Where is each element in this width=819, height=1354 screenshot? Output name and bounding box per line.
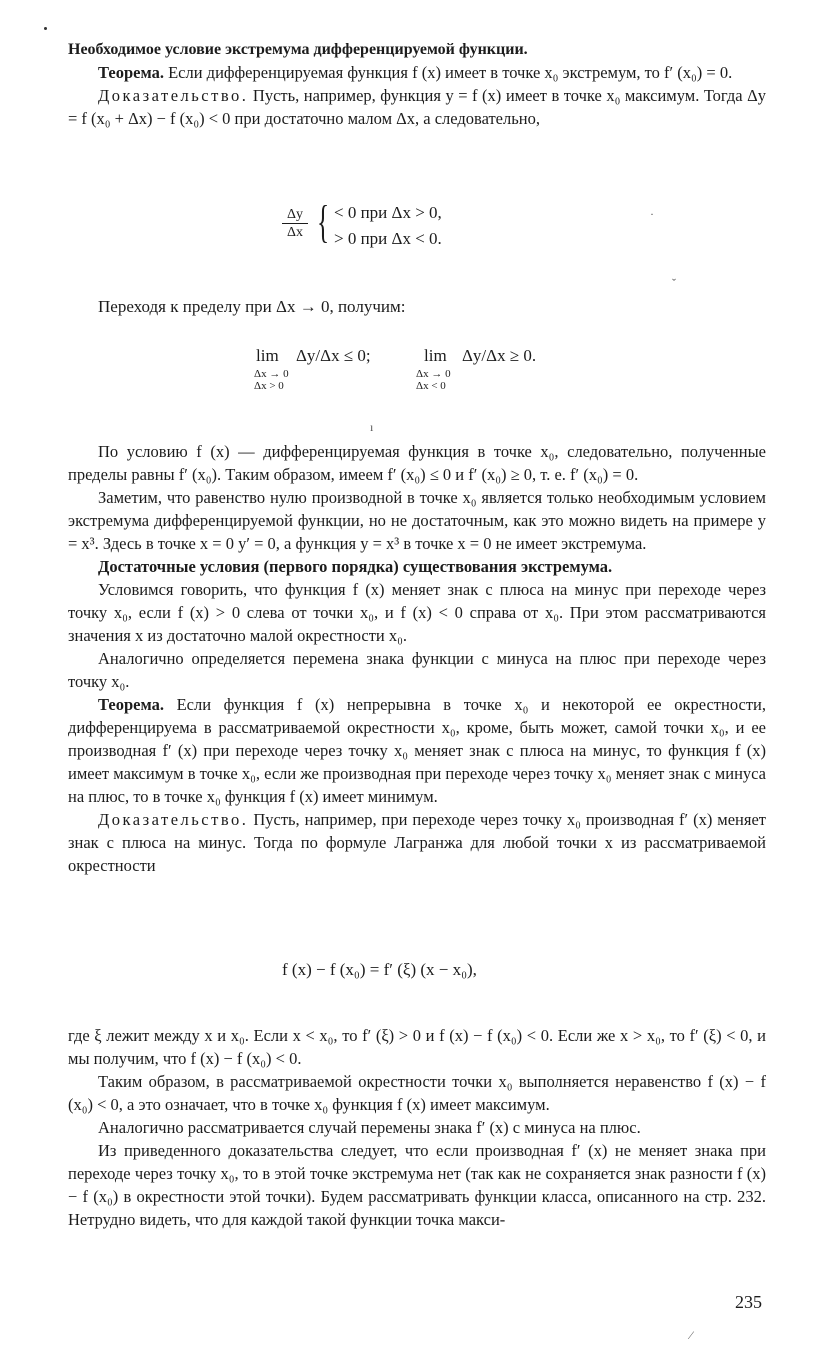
proof-1-label: Доказательство.: [98, 86, 249, 105]
right-limit-sub-approach: Δx → 0: [416, 368, 451, 380]
theorem-2-text: Если функция f (x) непрерывна в точке x₀ и некоторой ее окрестности, дифференцируема в рассматриваемой окрестности x₀, кроме, быть может, самой точки x₀, и ее производная f′ (x) при переходе через точку x₀ меняет знак с плюса на минус, то функция f (x) имеет максимум в точке x₀, если же производная при переходе через точку x₀ меняет знак с минуса на плюс, то в точке x₀ функция f (x) имеет минимум.: [68, 695, 766, 806]
ratio-case-negative: > 0 при Δx < 0.: [334, 229, 442, 248]
limit-intro: Переходя к пределу при Δx → 0, получим:: [98, 297, 406, 316]
paragraph-similar-2: Аналогично рассматривается случай перемены знака f′ (x) с минуса на плюс.: [98, 1118, 641, 1137]
ratio-cases: [334, 200, 442, 252]
proof-1: [68, 84, 766, 130]
section-sufficient-condition: [68, 440, 766, 877]
heading-sufficient-conditions: Достаточные условия (первого порядка) существования экстремума.: [98, 557, 613, 576]
theorem-1-text: Если дифференцируемая функция f (x) имеет в точке x₀ экстремум, то f′ (x₀) = 0.: [163, 63, 733, 82]
section-necessary-condition: [68, 38, 766, 130]
ratio-numerator: Δy: [282, 206, 308, 224]
theorem-2: [68, 693, 766, 808]
right-limit-lim: lim: [424, 346, 447, 365]
proof-2-text: Пусть, например, при переходе через точку x₀ производная f′ (x) меняет знак с плюса на минус. Тогда по формуле Лагранжа для любой точки x из рассматриваемой окрестности: [68, 810, 766, 875]
left-limit-sub-approach: Δx → 0: [254, 368, 289, 380]
theorem-2-label: Теорема.: [98, 695, 164, 714]
margin-mark: ⁄: [690, 1328, 693, 1342]
paragraph-similar: Аналогично определяется перемена знака функции с минуса на плюс при переходе через точку x₀.: [68, 649, 766, 691]
left-limit-expression: Δy/Δx ≤ 0;: [296, 346, 371, 365]
page-number: 235: [735, 1292, 762, 1312]
section-proof-continued: [68, 1024, 766, 1231]
left-limit-lim: lim: [256, 346, 279, 365]
margin-mark: ·: [650, 207, 654, 221]
heading-necessary-condition: Необходимое условие экстремума дифференцируемой функции.: [68, 41, 528, 58]
ratio-fraction: [282, 206, 308, 241]
right-limit-expression: Δy/Δx ≥ 0.: [462, 346, 537, 365]
paragraph-agreement: Условимся говорить, что функция f (x) меняет знак с плюса на минус при переходе через точку x₀, если f (x) > 0 слева от точки x₀, и f (x) < 0 справа от x₀. При этом рассматриваются значения x из достаточно малой окрестности x₀.: [68, 580, 766, 645]
proof-2: [68, 808, 766, 877]
lagrange-formula: f (x) − f (x₀) = f′ (ξ) (x − x₀),: [282, 960, 477, 979]
paragraph-condition: По условию f (x) — дифференцируемая функция в точке x₀, следовательно, полученные пределы равны f′ (x₀). Таким образом, имеем f′ (x₀) ≤ 0 и f′ (x₀) ≥ 0, т. е. f′ (x₀) = 0.: [68, 442, 766, 484]
theorem-1-label: Теорема.: [98, 63, 164, 82]
curly-brace: {: [316, 196, 330, 247]
theorem-1: [68, 61, 766, 84]
paragraph-where: где ξ лежит между x и x₀. Если x < x₀, то f′ (ξ) > 0 и f (x) − f (x₀) < 0. Если же x > x₀, то f′ (ξ) < 0, и мы получим, что f (x) − f (x₀) < 0.: [68, 1026, 766, 1068]
margin-mark: ˇ: [672, 276, 676, 290]
proof-2-label: Доказательство.: [98, 810, 249, 829]
speck-mark: [44, 27, 47, 30]
paragraph-note: Заметим, что равенство нулю производной в точке x₀ является только необходимым условием экстремума дифференцируемой функции, но не достаточным, как это можно видеть на примере y = x³. Здесь в точке x = 0 y′ = 0, а функция y = x³ в точке x = 0 не имеет экстремума.: [68, 488, 766, 553]
proof-1-text: Пусть, например, функция y = f (x) имеет в точке x₀ максимум. Тогда Δy = f (x₀ + Δx) − f (x₀) < 0 при достаточно малом Δx, а следовательно,: [68, 86, 766, 128]
margin-mark: ı: [370, 420, 374, 434]
paragraph-thus: Таким образом, в рассматриваемой окрестности точки x₀ выполняется неравенство f (x) − f (x₀) < 0, а это означает, что в точке x₀ функция f (x) имеет максимум.: [68, 1072, 766, 1114]
left-limit-sub-side: Δx > 0: [254, 380, 284, 392]
ratio-denominator: Δx: [286, 225, 303, 240]
ratio-case-positive: < 0 при Δx > 0,: [334, 203, 442, 222]
limit-intro-block: [68, 295, 766, 318]
paragraph-last: Из приведенного доказательства следует, что если производная f′ (x) не меняет знака при переходе через точку x₀, то в этой точке экстремума нет (так как не сохраняется знак разности f (x) − f (x₀) в окрестности этой точки). Будем рассматривать функции класса, описанного на стр. 232. Нетрудно видеть, что для каждой такой функции точка макси-: [68, 1141, 766, 1229]
right-limit-sub-side: Δx < 0: [416, 380, 446, 392]
